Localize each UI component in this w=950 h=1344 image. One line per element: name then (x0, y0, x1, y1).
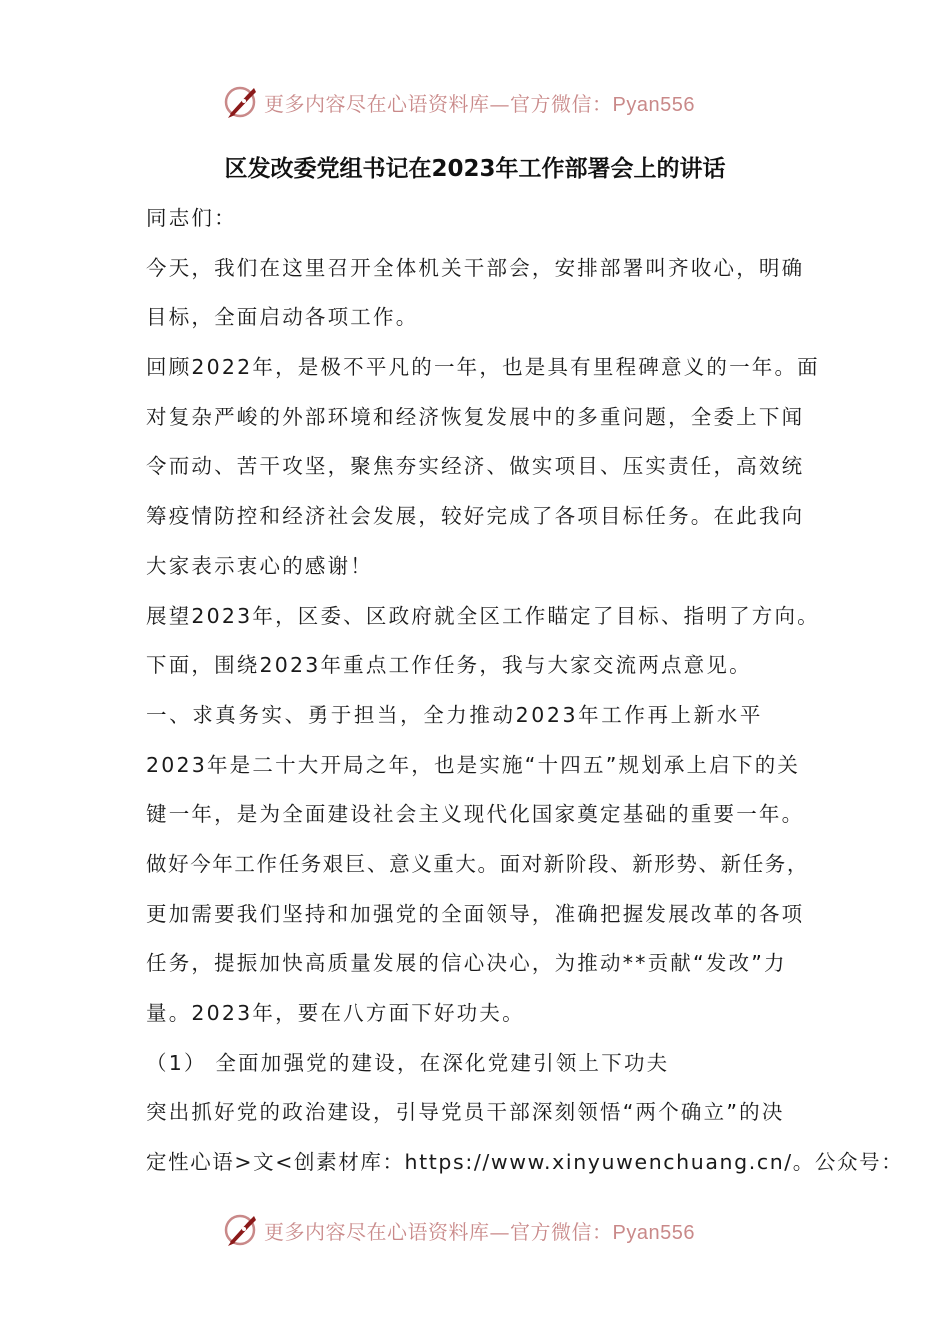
body-line: 做好今年工作任务艰巨、意义重大。面对新阶段、新形势、新任务， (146, 851, 809, 876)
body-line: 下面，围绕2023年重点工作任务，我与大家交流两点意见。 (146, 653, 752, 678)
footer-watermark-text: 更多内容尽在心语资料库—官方微信：Pyan556 (264, 1219, 695, 1244)
section-heading: 一、求真务实、勇于担当，全力推动2023年工作再上新水平 (146, 702, 763, 727)
header-watermark-banner (224, 82, 744, 122)
body-line-with-link: 定性心语>文<创素材库：https://www.xinyuwenchuang.cn/。公众号： (146, 1150, 904, 1175)
body-line: 大家表示衷心的感谢！ (146, 553, 373, 578)
body-line: 目标，全面启动各项工作。 (146, 305, 419, 330)
footer-watermark-banner (224, 1210, 744, 1250)
document-body (146, 194, 904, 1188)
body-line: 今天，我们在这里召开全体机关干部会，安排部署叫齐收心，明确 (146, 255, 805, 280)
pen-logo-icon (224, 1212, 260, 1248)
body-line: 量。2023年，要在八方面下好功夫。 (146, 1001, 525, 1025)
body-line: 回顾2022年，是极不平凡的一年，也是具有里程碑意义的一年。面 (146, 355, 820, 380)
pen-logo-icon (224, 84, 260, 120)
body-line: 键一年，是为全面建设社会主义现代化国家奠定基础的重要一年。 (146, 802, 805, 827)
body-line: 令而动、苦干攻坚，聚焦夯实经济、做实项目、压实责任，高效统 (146, 454, 805, 479)
body-line: 同志们： (146, 206, 237, 230)
body-line: 更加需要我们坚持和加强党的全面领导，准确把握发展改革的各项 (146, 901, 805, 926)
body-line: 对复杂严峻的外部环境和经济恢复发展中的多重问题，全委上下闻 (146, 404, 805, 429)
header-watermark-text: 更多内容尽在心语资料库—官方微信：Pyan556 (264, 91, 695, 116)
body-line: 突出抓好党的政治建设，引导党员干部深刻领悟“两个确立”的决 (146, 1100, 785, 1125)
subsection-heading: （1） 全面加强党的建设，在深化党建引领上下功夫 (146, 1050, 670, 1075)
body-line: 任务，提振加快高质量发展的信心决心，为推动**贡献“发改”力 (146, 951, 787, 976)
body-line: 展望2023年，区委、区政府就全区工作瞄定了目标、指明了方向。 (146, 603, 820, 628)
document-title: 区发改委党组书记在2023年工作部署会上的讲话 (224, 156, 726, 182)
body-line: 2023年是二十大开局之年，也是实施“十四五”规划承上启下的关 (146, 752, 801, 777)
body-line: 筹疫情防控和经济社会发展，较好完成了各项目标任务。在此我向 (146, 504, 805, 529)
